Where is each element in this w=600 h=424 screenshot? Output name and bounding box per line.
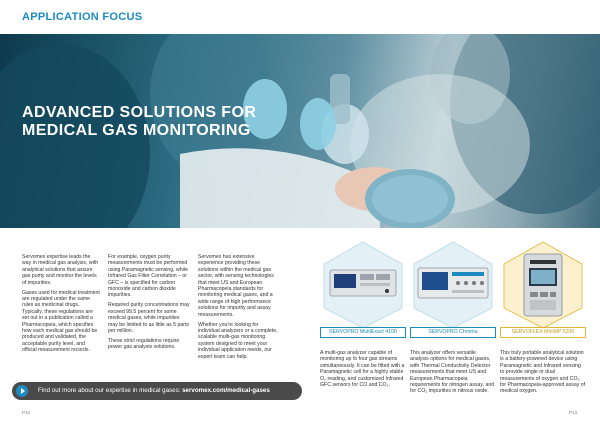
page-number-left: P12 — [22, 410, 31, 415]
cta-link[interactable]: servomex.com/medical-gases — [182, 387, 270, 394]
paragraph: Servomex expertise leads the way in medical gas analysis, with analytical solutions that assure gas purity and monitor the levels of impurities. — [22, 254, 99, 286]
product-description: A multi-gas analyzer capable of monitoring up to four gas streams simultaneously. It can be fitted with a Paramagnetic cell for a highly stable O₂ reading, and customized Infrared GFC sensors for CO and CO₂. — [320, 350, 405, 389]
product-label: SERVOPRO Chroma — [410, 327, 496, 338]
multiexact-analyzer-image — [320, 240, 406, 330]
section-title: APPLICATION FOCUS — [22, 11, 143, 23]
paragraph: These strict regulations require power gas analysis solutions. — [108, 337, 180, 351]
product-hexagon — [500, 240, 586, 330]
paragraph: Whether you're looking for individual analyzers or a complete, scalable multi-gas monitoring system designed to meet your individual application needs, our expert team can help. — [198, 321, 278, 360]
page-number-right: P13 — [569, 410, 578, 415]
cta-text: Find out more about our expertise in medical gases: servomex.com/medical-gases — [38, 387, 270, 394]
body-column-1 — [22, 254, 100, 357]
chroma-analyzer-image — [410, 240, 496, 330]
product-description: This truly portable analytical solution is a battery-powered device using Paramagnetic and Infrared sensing to provide single or dual measurements of oxygen and CO₂ for Pharmacopeia-approved assay of medical oxygen. — [500, 350, 586, 395]
product-hexagon — [410, 240, 496, 330]
paragraph: Required purity concentrations may exceed 99.5 percent for some medical gases, while impurities may be limited to as little as 5 parts per million. — [108, 302, 190, 334]
paragraph: For example, oxygen purity measurements must be performed using Paramagnetic sensing, while Infrared Gas Filter Correlation – or GFC – is specified for carbon monoxide and carbon dioxide impurities. — [108, 254, 188, 299]
product-description: This analyzer offers versatile analysis options for medical gases, with Thermal Conductivity Detector measurements that meet US and European Pharmacopeia requirements for nitrogen assay, and for CO₂ impurities in nitrous oxide. — [410, 350, 495, 395]
play-arrow-icon — [16, 385, 28, 397]
product-hexagon — [320, 240, 406, 330]
product-label: SERVOFLEX MiniMP 5200 — [500, 327, 586, 338]
hero-image — [0, 34, 600, 228]
hero-title: ADVANCED SOLUTIONS FOR MEDICAL GAS MONITORING — [22, 104, 257, 139]
minimp-analyzer-image — [500, 240, 586, 330]
body-column-3 — [198, 254, 280, 364]
product-label: SERVOPRO MultiExact 4100 — [320, 327, 406, 338]
paragraph: Gases used for medical treatment are regulated under the same rules as medicinal drugs. Typically, these regulations are set out in a publication called a Pharmacopeia, which specifies how each medical gas should be produced and validated, the acceptable purity level, and official measurement records. — [22, 289, 100, 354]
section-header — [0, 0, 600, 34]
cta-banner[interactable] — [12, 382, 302, 400]
paragraph: Servomex has extensive experience providing these solutions within the medical gas sector, with sensing technologies that meet US and European Pharmacopeia standards for monitoring medical gases, and a wide range of high performance solutions for impurity and assay measurements. — [198, 254, 274, 318]
body-column-2 — [108, 254, 190, 354]
